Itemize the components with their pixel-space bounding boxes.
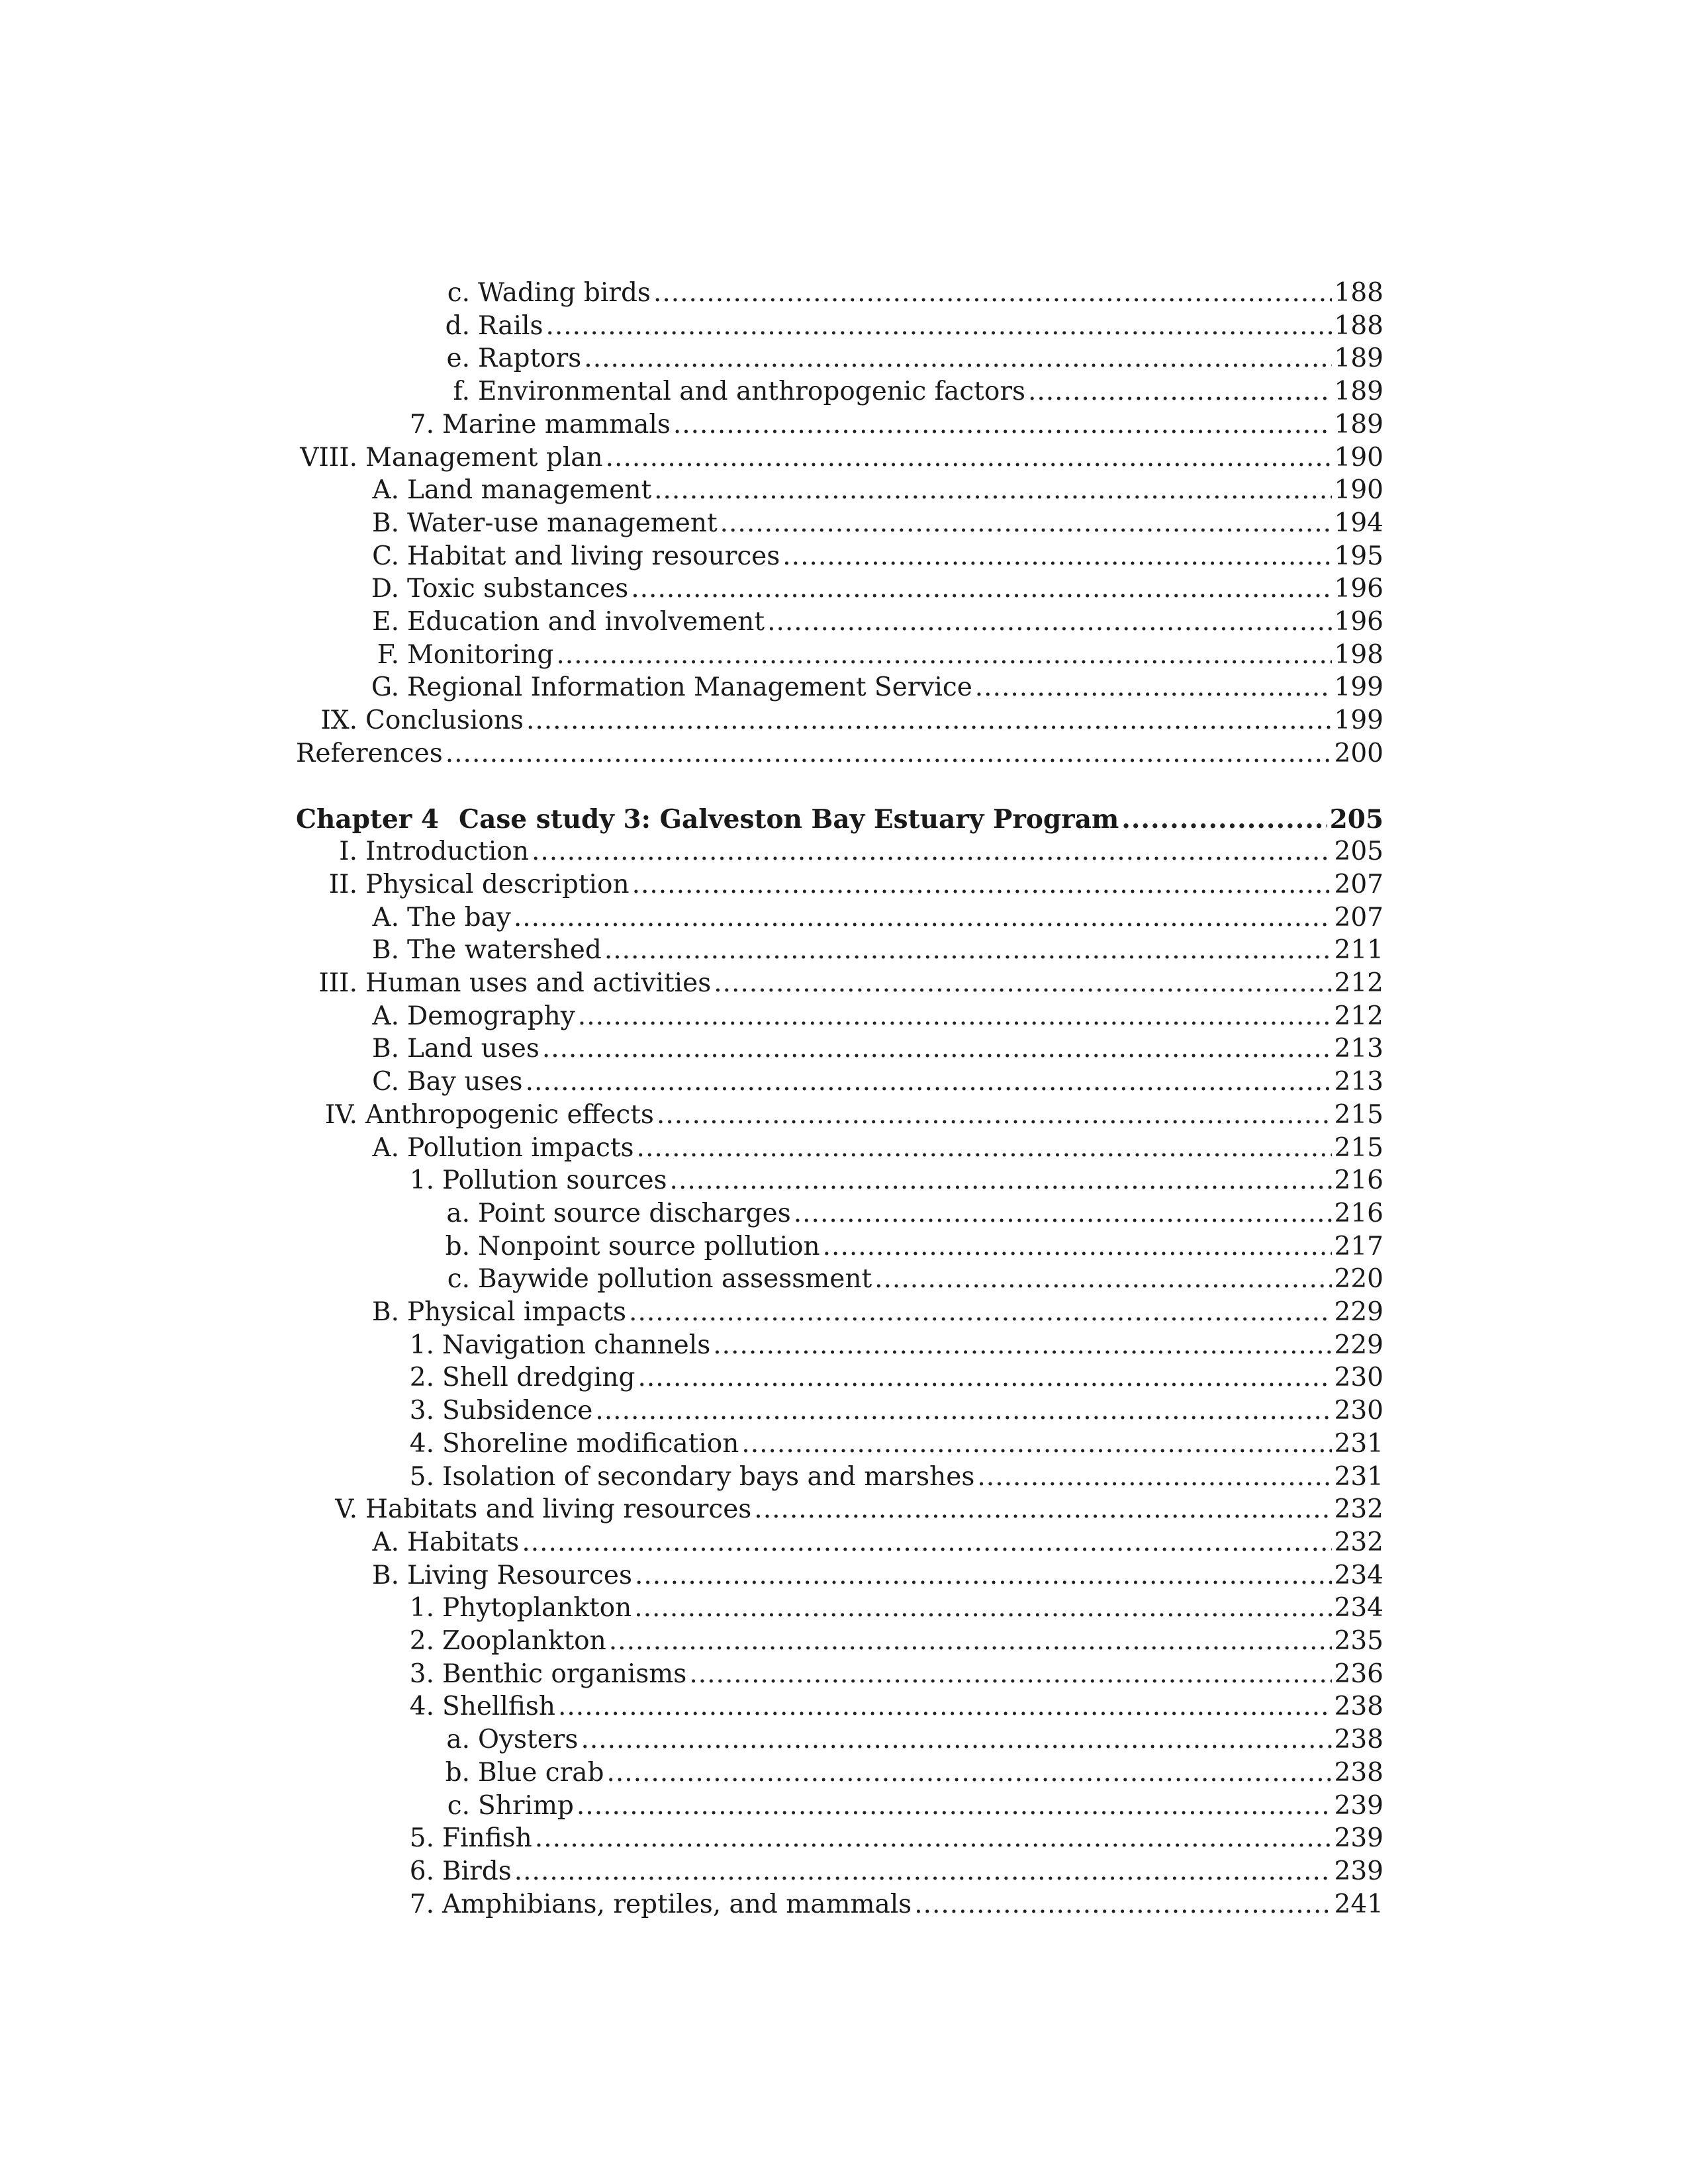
toc-marker: B. — [371, 935, 399, 966]
toc-marker: B. — [371, 1034, 399, 1064]
toc-page-number: 217 — [1334, 1231, 1383, 1261]
toc-title: Toxic substances — [407, 574, 629, 604]
toc-title: Education and involvement — [407, 607, 765, 637]
toc-title: Baywide pollution assessment — [478, 1264, 872, 1295]
toc-entry — [356, 1625, 1383, 1658]
toc-title: Raptors — [478, 343, 582, 374]
dot-leader — [782, 540, 1331, 573]
toc-page-number: 195 — [1334, 541, 1383, 571]
toc-marker: 7. — [409, 409, 434, 439]
dot-leader — [914, 1888, 1331, 1921]
dot-leader — [631, 572, 1331, 606]
dot-leader — [657, 1099, 1332, 1132]
toc-page-number: 213 — [1334, 1067, 1383, 1097]
dot-leader — [670, 1164, 1332, 1197]
toc-entry — [279, 967, 1383, 1000]
toc-title: Marine mammals — [442, 409, 671, 439]
toc-page-number: 215 — [1334, 1099, 1383, 1130]
toc-entry — [279, 835, 1383, 868]
dot-leader — [606, 441, 1332, 475]
toc-title: Environmental and anthropogenic factors — [478, 377, 1025, 407]
toc-marker: C. — [372, 541, 399, 571]
dot-leader — [526, 1066, 1332, 1099]
toc-entry — [321, 1132, 1383, 1165]
toc-marker: 2. — [409, 1363, 434, 1393]
toc-page-number: 212 — [1334, 1001, 1383, 1031]
toc-title: The bay — [407, 902, 511, 933]
toc-page-number: 199 — [1334, 705, 1383, 736]
toc-title: Habitats and living resources — [365, 1494, 752, 1525]
toc-title: Bay uses — [407, 1067, 523, 1097]
dot-leader — [542, 1032, 1332, 1066]
toc-title: Land management — [407, 475, 652, 506]
dot-leader — [975, 671, 1332, 704]
dot-leader — [578, 1000, 1332, 1033]
toc-marker: A. — [372, 1132, 399, 1163]
toc-marker: f. — [453, 377, 470, 407]
dot-leader — [558, 1690, 1332, 1723]
toc-entry — [321, 639, 1383, 672]
toc-marker: 3. — [409, 1396, 434, 1426]
toc-title: Birds — [442, 1856, 512, 1886]
dot-leader — [514, 901, 1332, 934]
toc-title: Physical impacts — [407, 1297, 627, 1327]
toc-page-number: 207 — [1334, 869, 1383, 899]
toc-marker: 1. — [409, 1330, 434, 1360]
dot-leader — [532, 835, 1332, 868]
toc-entry — [392, 1756, 1383, 1790]
toc-entry — [392, 1197, 1383, 1230]
toc-page-number: 207 — [1334, 902, 1383, 933]
dot-leader — [526, 704, 1332, 737]
toc-page-number: 238 — [1334, 1725, 1383, 1755]
toc-title: Point source discharges — [478, 1198, 791, 1228]
toc-title: Demography — [407, 1001, 575, 1031]
toc-page-number: 231 — [1334, 1428, 1383, 1459]
toc-title: Shoreline modification — [442, 1428, 739, 1459]
toc-title: Finfish — [442, 1823, 532, 1854]
toc-title: Isolation of secondary bays and marshes — [442, 1461, 975, 1492]
toc-marker: a. — [446, 1725, 470, 1755]
dot-leader — [714, 967, 1331, 1000]
toc-entry — [392, 1790, 1383, 1823]
toc-title: Land uses — [407, 1034, 539, 1064]
dot-leader — [584, 342, 1331, 375]
toc-entry — [279, 704, 1383, 737]
toc-marker: 1. — [409, 1165, 434, 1196]
toc-entry — [356, 1428, 1383, 1461]
toc-page-number: 189 — [1334, 377, 1383, 407]
dot-leader — [767, 606, 1331, 639]
toc-title: Shrimp — [478, 1790, 574, 1821]
toc-marker: 4. — [409, 1428, 434, 1459]
toc-title: Subsidence — [442, 1396, 593, 1426]
toc-marker: D. — [371, 574, 399, 604]
toc-title: Blue crab — [478, 1757, 604, 1788]
toc-title: The watershed — [407, 935, 602, 966]
toc-page-number: 216 — [1334, 1198, 1383, 1228]
toc-entry — [356, 1658, 1383, 1691]
toc-entry — [321, 606, 1383, 639]
toc-page-number: 188 — [1334, 278, 1383, 308]
toc-marker: A. — [372, 1001, 399, 1031]
toc-entry — [356, 1329, 1383, 1362]
toc-title: Introduction — [365, 837, 529, 867]
toc-marker: 3. — [409, 1659, 434, 1689]
toc-title: Phytoplankton — [442, 1593, 632, 1623]
toc-marker: G. — [371, 672, 399, 703]
dot-leader — [581, 1723, 1331, 1756]
dot-leader — [741, 1428, 1331, 1461]
toc-page-number: 188 — [1334, 310, 1383, 341]
toc-entry — [356, 1592, 1383, 1625]
toc-entry — [321, 1032, 1383, 1066]
toc-entry — [356, 1361, 1383, 1394]
toc-entry — [356, 1164, 1383, 1197]
toc-page-number: 189 — [1334, 409, 1383, 439]
toc-entry — [392, 342, 1383, 375]
toc-entry — [356, 1822, 1383, 1855]
dot-leader — [720, 507, 1332, 540]
toc-marker: c. — [447, 1264, 470, 1295]
toc-entry — [279, 441, 1383, 475]
dot-leader — [609, 1625, 1332, 1658]
toc-entry — [296, 737, 1383, 770]
toc-page-number: 190 — [1334, 475, 1383, 506]
dot-leader — [522, 1526, 1331, 1559]
toc-title: Benthic organisms — [442, 1659, 687, 1689]
toc-marker: a. — [446, 1198, 470, 1228]
toc-title: Shellfish — [442, 1692, 556, 1722]
toc-page-number: 231 — [1334, 1461, 1383, 1492]
toc-entry — [321, 1066, 1383, 1099]
toc-title: Case study 3: Galveston Bay Estuary Program — [459, 803, 1119, 835]
toc-entry — [356, 1690, 1383, 1723]
toc-marker: A. — [372, 1527, 399, 1557]
toc-page-number: 238 — [1334, 1757, 1383, 1788]
toc-marker: c. — [447, 1790, 470, 1821]
toc-marker: 2. — [409, 1626, 434, 1656]
toc-marker: b. — [445, 1231, 470, 1261]
toc-page-number: 229 — [1334, 1297, 1383, 1327]
toc-marker: II. — [328, 869, 357, 899]
toc-marker: V. — [335, 1494, 357, 1525]
toc-marker: A. — [372, 475, 399, 506]
toc-title: Water-use management — [407, 508, 718, 538]
toc-page-number: 229 — [1334, 1330, 1383, 1360]
toc-page-number: 234 — [1334, 1593, 1383, 1623]
dot-leader — [653, 277, 1332, 310]
toc-entry — [321, 934, 1383, 967]
toc-entry — [392, 1723, 1383, 1756]
toc-page-number: 199 — [1334, 672, 1383, 703]
toc-entry — [356, 408, 1383, 441]
chapter-heading — [296, 803, 1383, 836]
toc-marker: d. — [445, 310, 470, 341]
dot-leader — [514, 1855, 1332, 1888]
toc-title: Management plan — [365, 442, 603, 473]
toc-marker: 6. — [409, 1856, 434, 1886]
toc-entry — [321, 474, 1383, 507]
dot-leader — [654, 474, 1331, 507]
toc-marker: 5. — [409, 1461, 434, 1492]
dot-leader — [1121, 803, 1327, 836]
dot-leader — [794, 1197, 1332, 1230]
toc-title: Amphibians, reptiles, and mammals — [442, 1889, 912, 1919]
toc-page-number: 189 — [1334, 343, 1383, 374]
toc-marker: Chapter 4 — [296, 803, 440, 835]
toc-marker: IX. — [320, 705, 357, 736]
dot-leader — [1028, 375, 1332, 408]
toc-marker: IV. — [324, 1099, 357, 1130]
toc-page-number: 238 — [1334, 1692, 1383, 1722]
toc-marker: I. — [339, 837, 357, 867]
toc-page-number: 241 — [1334, 1889, 1383, 1919]
toc-entry — [356, 1855, 1383, 1888]
toc-page-number: 230 — [1334, 1363, 1383, 1393]
toc-title: Regional Information Management Service — [407, 672, 972, 703]
toc-page-number: 239 — [1334, 1823, 1383, 1854]
toc-title: Zooplankton — [442, 1626, 606, 1656]
toc-title: Conclusions — [365, 705, 524, 736]
toc-page-number: 234 — [1334, 1560, 1383, 1590]
toc-entry — [279, 1493, 1383, 1526]
dot-leader — [535, 1822, 1332, 1855]
toc-marker: B. — [371, 1297, 399, 1327]
toc-title: Navigation channels — [442, 1330, 711, 1360]
toc-entry — [321, 1526, 1383, 1559]
toc-title: Living Resources — [407, 1560, 632, 1590]
toc-title: Pollution impacts — [407, 1132, 634, 1163]
toc-marker: E. — [372, 607, 399, 637]
toc-title: References — [296, 738, 443, 768]
toc-entry — [392, 375, 1383, 408]
toc-entry — [321, 572, 1383, 606]
toc-entry — [392, 1263, 1383, 1296]
dot-leader — [606, 1756, 1331, 1790]
dot-leader — [545, 310, 1331, 343]
toc-marker: c. — [447, 278, 470, 308]
toc-marker: 4. — [409, 1692, 434, 1722]
toc-marker: B. — [371, 1560, 399, 1590]
dot-leader — [874, 1263, 1331, 1296]
toc-entry — [321, 507, 1383, 540]
dot-leader — [632, 868, 1332, 901]
toc-page-number: 205 — [1329, 803, 1383, 835]
toc-page-number: 211 — [1334, 935, 1383, 966]
toc-title: Anthropogenic effects — [365, 1099, 654, 1130]
toc-entry — [321, 901, 1383, 934]
toc-entry — [321, 540, 1383, 573]
toc-title: Nonpoint source pollution — [478, 1231, 820, 1261]
toc-entry — [321, 1000, 1383, 1033]
dot-leader — [823, 1230, 1332, 1263]
toc-title: Habitat and living resources — [407, 541, 780, 571]
toc-title: Rails — [478, 310, 543, 341]
dot-leader — [556, 639, 1331, 672]
toc-title: Monitoring — [407, 639, 554, 670]
toc-title: Physical description — [365, 869, 630, 899]
dot-leader — [604, 934, 1332, 967]
dot-leader — [673, 408, 1332, 441]
toc-page-number: 198 — [1334, 639, 1383, 670]
toc-title: Pollution sources — [442, 1165, 667, 1196]
toc-title: Human uses and activities — [365, 968, 712, 998]
toc-page-number: 232 — [1334, 1527, 1383, 1557]
toc-entry — [321, 1559, 1383, 1592]
toc-title: Oysters — [478, 1725, 579, 1755]
toc-entry — [321, 1296, 1383, 1329]
toc-title: Habitats — [407, 1527, 520, 1557]
toc-page-number: 190 — [1334, 442, 1383, 473]
toc-marker: b. — [445, 1757, 470, 1788]
toc-entry — [392, 277, 1383, 310]
dot-leader — [577, 1790, 1332, 1823]
toc-page-number: 196 — [1334, 574, 1383, 604]
dot-leader — [754, 1493, 1331, 1526]
toc-entry — [279, 868, 1383, 901]
dot-leader — [595, 1394, 1331, 1428]
toc-entry — [356, 1888, 1383, 1921]
toc-marker: III. — [318, 968, 357, 998]
toc-marker: 5. — [409, 1823, 434, 1854]
dot-leader — [445, 737, 1332, 770]
toc-page-number: 239 — [1334, 1790, 1383, 1821]
toc-marker: 7. — [409, 1889, 434, 1919]
toc-marker: C. — [372, 1067, 399, 1097]
toc-marker: F. — [377, 639, 399, 670]
toc-entry — [321, 671, 1383, 704]
toc-page-number: 194 — [1334, 508, 1383, 538]
dot-leader — [635, 1559, 1332, 1592]
toc-page-number: 212 — [1334, 968, 1383, 998]
toc-page-number: 213 — [1334, 1034, 1383, 1064]
toc-page-number: 196 — [1334, 607, 1383, 637]
toc-page-number: 235 — [1334, 1626, 1383, 1656]
toc-entry — [356, 1461, 1383, 1494]
dot-leader — [634, 1592, 1331, 1625]
toc-marker: e. — [446, 343, 470, 374]
toc-marker: B. — [371, 508, 399, 538]
toc-page-number: 239 — [1334, 1856, 1383, 1886]
dot-leader — [689, 1658, 1331, 1691]
toc-marker: VIII. — [300, 442, 357, 473]
toc-entry — [356, 1394, 1383, 1428]
toc-marker: A. — [372, 902, 399, 933]
dot-leader — [977, 1461, 1331, 1494]
dot-leader — [637, 1361, 1331, 1394]
dot-leader — [629, 1296, 1332, 1329]
toc-page-number: 216 — [1334, 1165, 1383, 1196]
toc-entry — [392, 1230, 1383, 1263]
dot-leader — [637, 1132, 1332, 1165]
toc-entry — [392, 310, 1383, 343]
toc-page-number: 232 — [1334, 1494, 1383, 1525]
toc-page-number: 236 — [1334, 1659, 1383, 1689]
toc-title: Shell dredging — [442, 1363, 635, 1393]
toc-entry — [279, 1099, 1383, 1132]
toc-page-number: 215 — [1334, 1132, 1383, 1163]
toc-marker: 1. — [409, 1593, 434, 1623]
toc-page-number: 220 — [1334, 1264, 1383, 1295]
toc-title: Wading birds — [478, 278, 651, 308]
toc-page-number: 200 — [1334, 738, 1383, 768]
toc-page-number: 205 — [1334, 837, 1383, 867]
toc-page-number: 230 — [1334, 1396, 1383, 1426]
dot-leader — [713, 1329, 1331, 1362]
